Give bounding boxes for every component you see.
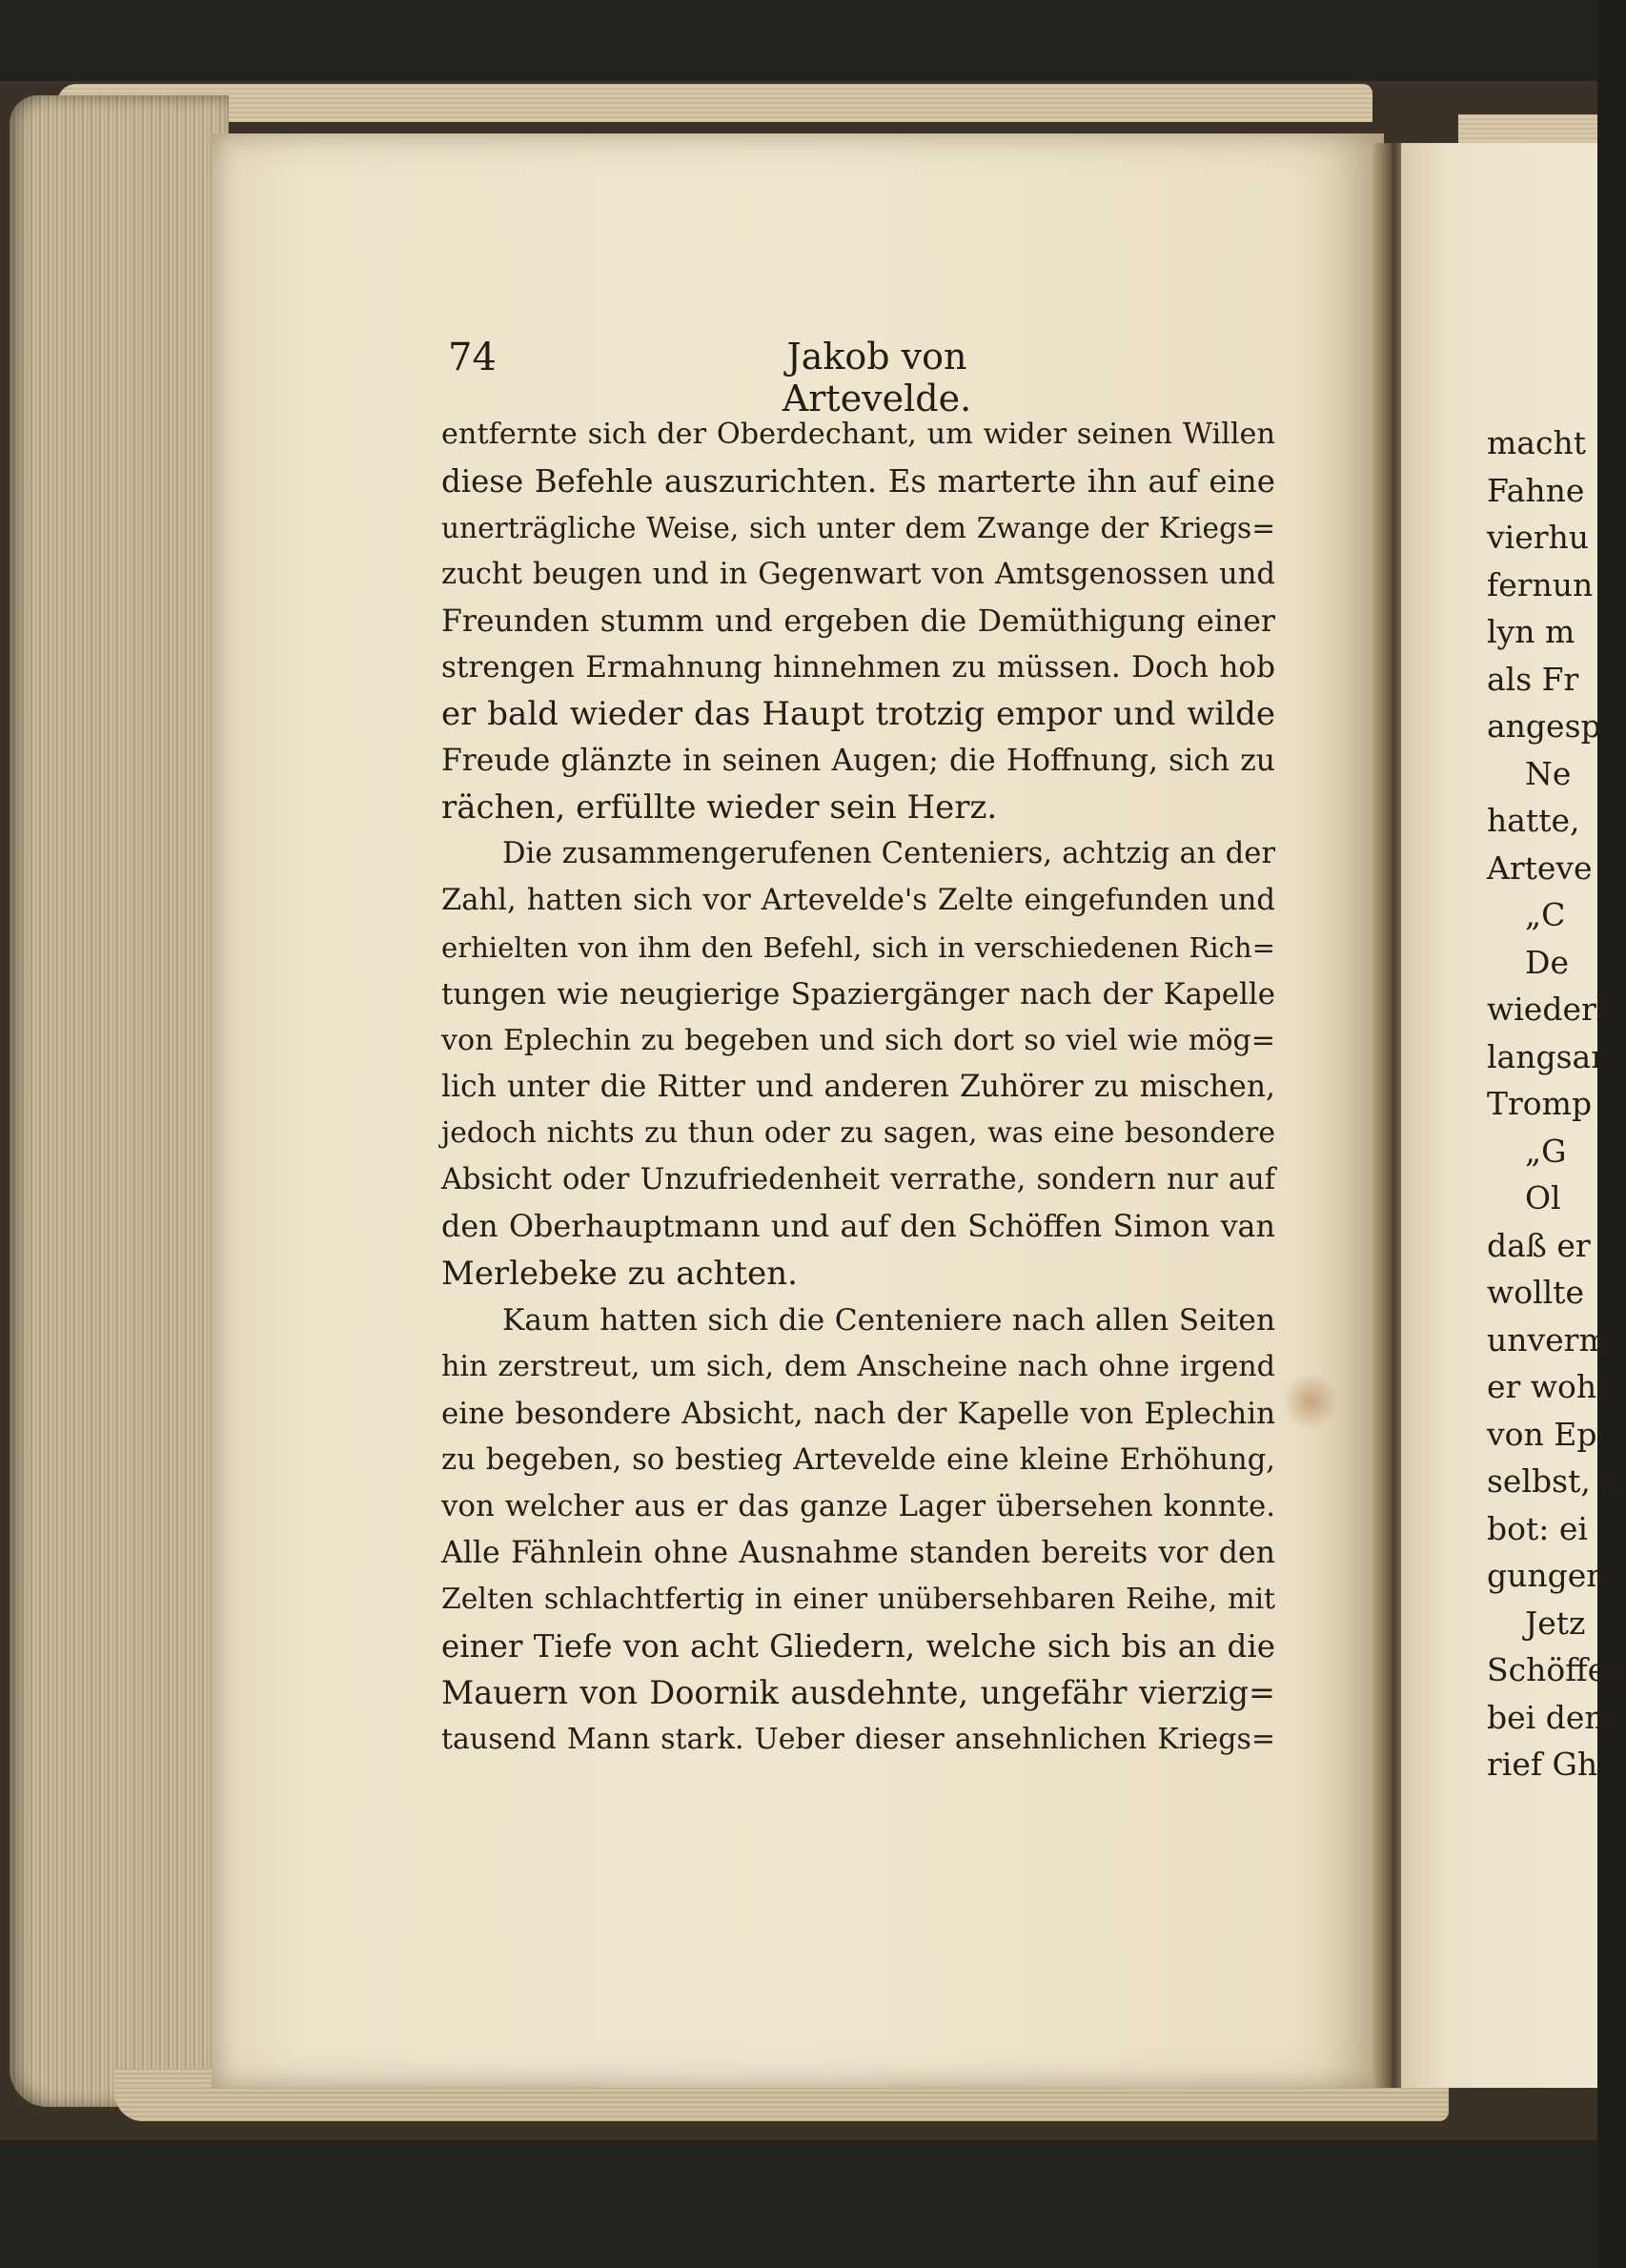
text-line: wollte <box>1487 1274 1585 1311</box>
text-line: tungen wie neugierige Spaziergänger nach der Kapelle <box>441 976 1275 1011</box>
text-line: entfernte sich der Oberdechant, um wider seinen Willen <box>441 418 1275 451</box>
text-line: vierhu <box>1487 519 1590 556</box>
text-line: wiederl <box>1487 991 1607 1028</box>
text-line: Zahl, hatten sich vor Artevelde's Zelte eingefunden und <box>441 883 1275 917</box>
text-line: Tromp <box>1487 1085 1593 1122</box>
text-line: als Fr <box>1487 660 1579 698</box>
text-line: selbst, a <box>1487 1462 1619 1500</box>
text-line: Ne <box>1525 754 1572 792</box>
text-line: hin zerstreut, um sich, dem Anscheine nach ohne irgend <box>441 1349 1275 1383</box>
text-line: hatte, <box>1487 802 1580 839</box>
page-edges-top <box>57 84 1372 122</box>
text-line: jedoch nichts zu thun oder zu sagen, was eine besondere <box>441 1116 1275 1151</box>
text-line: zu begeben, so bestieg Artevelde eine kleine Erhöhung, <box>441 1442 1275 1477</box>
text-line: diese Befehle auszurichten. Es marterte ihn auf eine <box>441 462 1275 500</box>
text-line: langsar <box>1487 1037 1606 1075</box>
right-page-edges-top <box>1458 114 1597 143</box>
text-line: daß er <box>1487 1226 1591 1264</box>
text-line: strengen Ermahnung hinnehmen zu müssen. Doch hob <box>441 650 1275 685</box>
text-line: Zelten schlachtfertig in einer unübersehbaren Reihe, mit <box>441 1583 1275 1617</box>
text-line: er bald wieder das Haupt trotzig empor und wilde <box>441 695 1275 734</box>
text-line: Jetz <box>1525 1604 1586 1642</box>
text-line: „C <box>1525 896 1566 933</box>
text-line: Merlebeke zu achten. <box>441 1255 798 1294</box>
page-edges-fore <box>10 95 229 2107</box>
text-line: zucht beugen und in Gegenwart von Amtsgenossen und <box>441 557 1275 591</box>
text-line: Freude glänzte in seinen Augen; die Hoffnung, sich zu <box>441 744 1275 779</box>
text-line: gungen <box>1487 1557 1607 1594</box>
text-line: rächen, erfüllte wieder sein Herz. <box>441 788 998 828</box>
text-line: Absicht oder Unzufriedenheit verrathe, sondern nur auf <box>441 1163 1275 1197</box>
page-number: 74 <box>448 336 497 379</box>
text-line: unerträgliche Weise, sich unter dem Zwange der Kriegs= <box>441 511 1275 544</box>
text-line: bei dem <box>1487 1698 1615 1736</box>
text-line: Freunden stumm und ergeben die Demüthigung einer <box>441 603 1275 639</box>
text-line: Mauern von Doornik ausdehnte, ungefähr vierzig= <box>441 1674 1275 1712</box>
text-line: Schöffen <box>1487 1651 1626 1688</box>
text-line: einer Tiefe von acht Gliedern, welche sich bis an die <box>441 1628 1275 1665</box>
text-line: lich unter die Ritter und anderen Zuhörer zu mischen, <box>441 1070 1275 1105</box>
text-line: bot: ei <box>1487 1509 1588 1547</box>
text-line: Kaum hatten sich die Centeniere nach allen Seiten <box>502 1302 1275 1338</box>
left-page-body <box>441 412 1275 1764</box>
text-line: lyn m <box>1487 613 1575 650</box>
text-line: Ol <box>1525 1179 1561 1216</box>
text-line: eine besondere Absicht, nach der Kapelle von Eplechin <box>441 1396 1275 1431</box>
text-line: fernun <box>1487 565 1594 603</box>
running-title: Jakob von Artevelde. <box>782 336 972 419</box>
text-line: Fahne <box>1487 471 1585 509</box>
page-header <box>448 336 1020 419</box>
text-line: Alle Fähnlein ohne Ausnahme standen bereits vor den <box>441 1536 1275 1571</box>
text-line: angesp <box>1487 707 1601 745</box>
text-line: von Eplechin zu begeben und sich dort so viel wie mög= <box>441 1023 1275 1057</box>
text-line: er wohl <box>1487 1368 1607 1405</box>
text-line: Die zusammengerufenen Centeniers, achtzig an der <box>502 837 1275 871</box>
text-line: unverm <box>1487 1320 1609 1359</box>
text-line: von Ep <box>1487 1415 1597 1453</box>
foxing-stain <box>1282 1373 1339 1430</box>
text-line: De <box>1525 943 1569 981</box>
text-line: den Oberhauptmann und auf den Schöffen Simon van <box>441 1209 1275 1245</box>
text-line: Arteve <box>1487 848 1593 887</box>
text-line: rief Gh <box>1487 1746 1598 1783</box>
text-line: von welcher aus er das ganze Lager übersehen konnte. <box>441 1489 1275 1524</box>
right-page-body <box>1487 419 1626 1783</box>
text-line: macht <box>1487 424 1586 461</box>
text-line: „G <box>1525 1132 1567 1170</box>
text-line: erhielten von ihm den Befehl, sich in verschiedenen Rich= <box>441 930 1275 964</box>
text-line: tausend Mann stark. Ueber dieser ansehnlichen Kriegs= <box>441 1722 1275 1756</box>
